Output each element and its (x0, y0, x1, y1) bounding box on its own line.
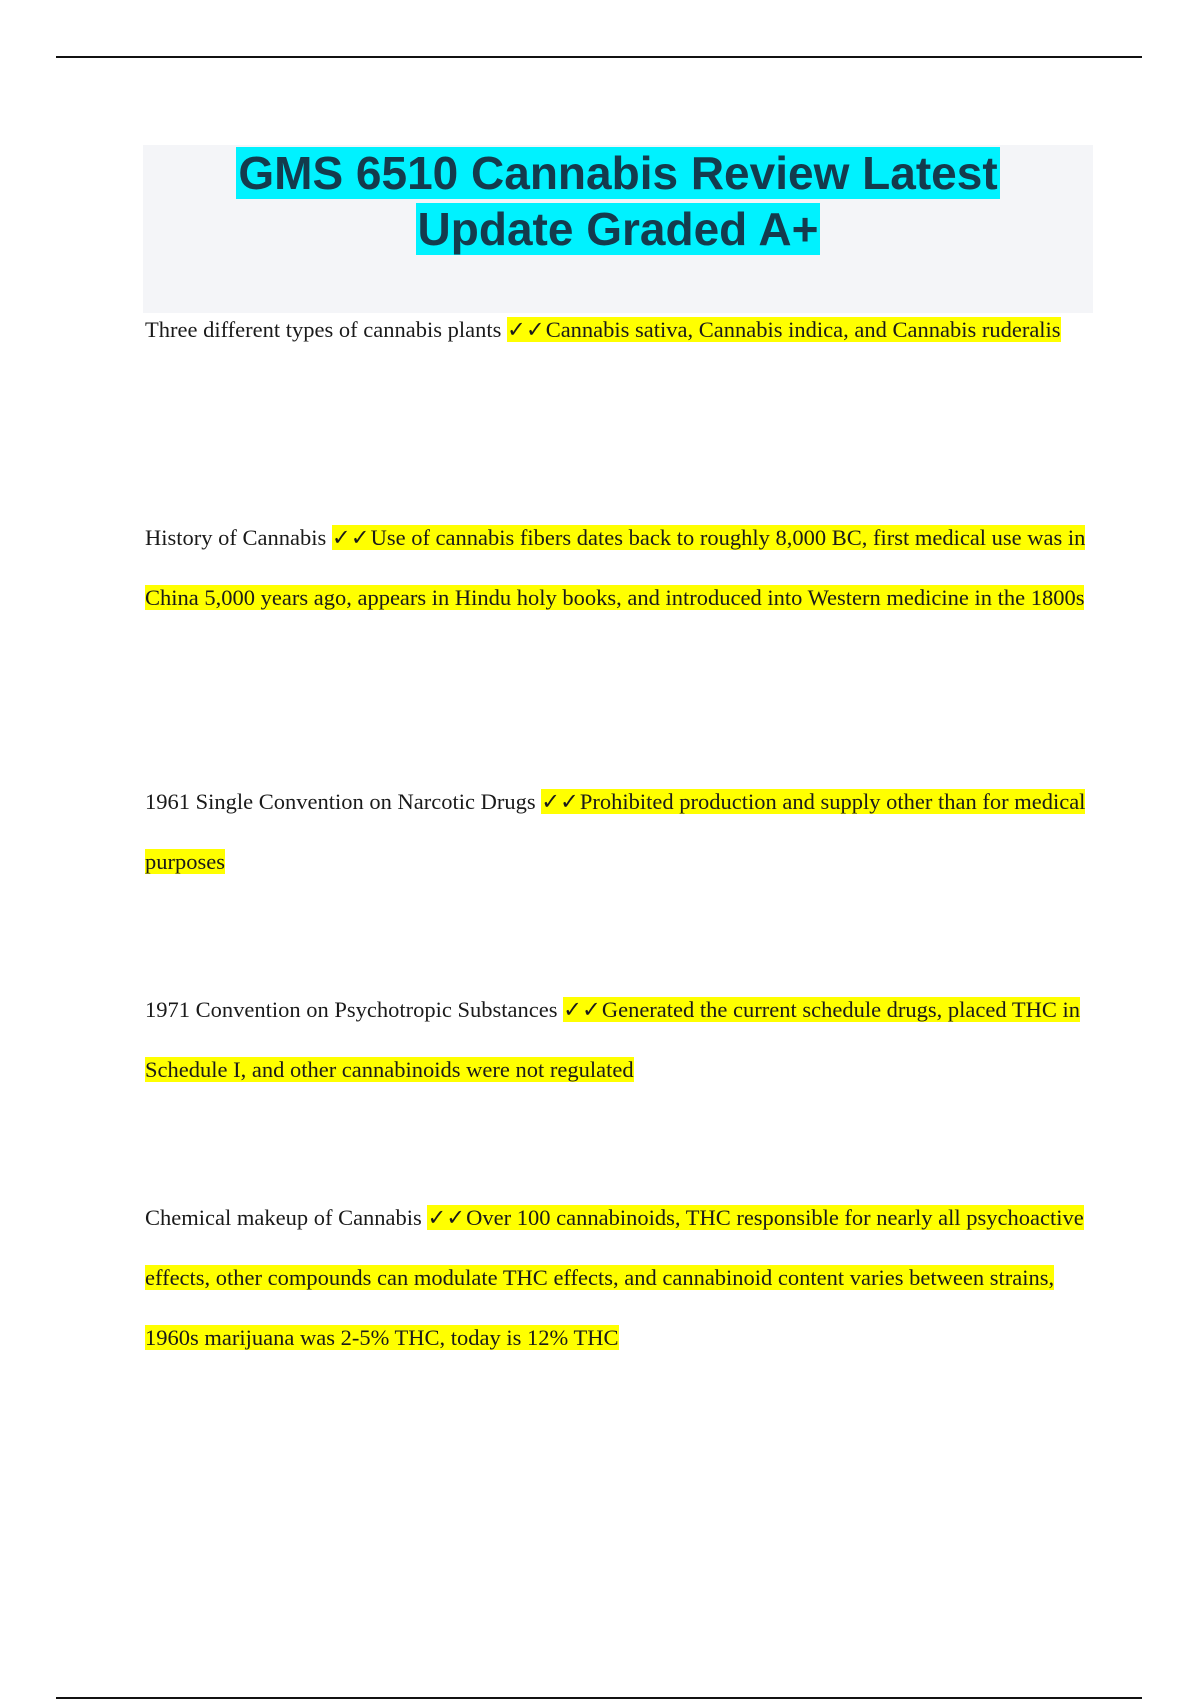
question-text: Chemical makeup of Cannabis (145, 1205, 422, 1230)
page-title (143, 145, 1093, 257)
page-top-rule (56, 56, 1142, 58)
question-text: 1971 Convention on Psychotropic Substances (145, 997, 558, 1022)
double-check-icon: ✓✓ (541, 789, 579, 814)
double-check-icon: ✓✓ (563, 997, 601, 1022)
answer-text: Prohibited production and supply other than for medical purposes (145, 789, 1086, 874)
question-text: 1961 Single Convention on Narcotic Drugs (145, 789, 536, 814)
answer-text: Use of cannabis fibers dates back to roughly 8,000 BC, first medical use was in China 5,000 years ago, appears in Hindu holy books, and introduced into Western medicine in the 1800s (145, 525, 1086, 610)
qa-item (145, 508, 1095, 628)
qa-item (145, 1188, 1095, 1368)
answer-text: Over 100 cannabinoids, THC responsible for nearly all psychoactive effects, other compounds can modulate THC effects, and cannabinoid content varies between strains, 1960s marijuana was 2-5% THC, today is 12% THC (145, 1205, 1084, 1350)
question-text: Three different types of cannabis plants (145, 317, 502, 342)
qa-item (145, 980, 1095, 1100)
qa-item (145, 300, 1095, 360)
answer-text: Generated the current schedule drugs, placed THC in Schedule I, and other cannabinoids were not regulated (145, 997, 1080, 1082)
question-text: History of Cannabis (145, 525, 327, 550)
double-check-icon: ✓✓ (506, 317, 545, 342)
double-check-icon: ✓✓ (331, 525, 370, 550)
double-check-icon: ✓✓ (427, 1205, 466, 1230)
title-line-1: GMS 6510 Cannabis Review Latest (238, 147, 998, 199)
title-line-2: Update Graded A+ (417, 203, 819, 255)
title-banner (143, 145, 1093, 313)
qa-item (145, 772, 1095, 892)
answer-text: Cannabis sativa, Cannabis indica, and Cannabis ruderalis (545, 317, 1061, 342)
page-bottom-rule (56, 1697, 1142, 1699)
answer-highlight (507, 317, 1061, 342)
